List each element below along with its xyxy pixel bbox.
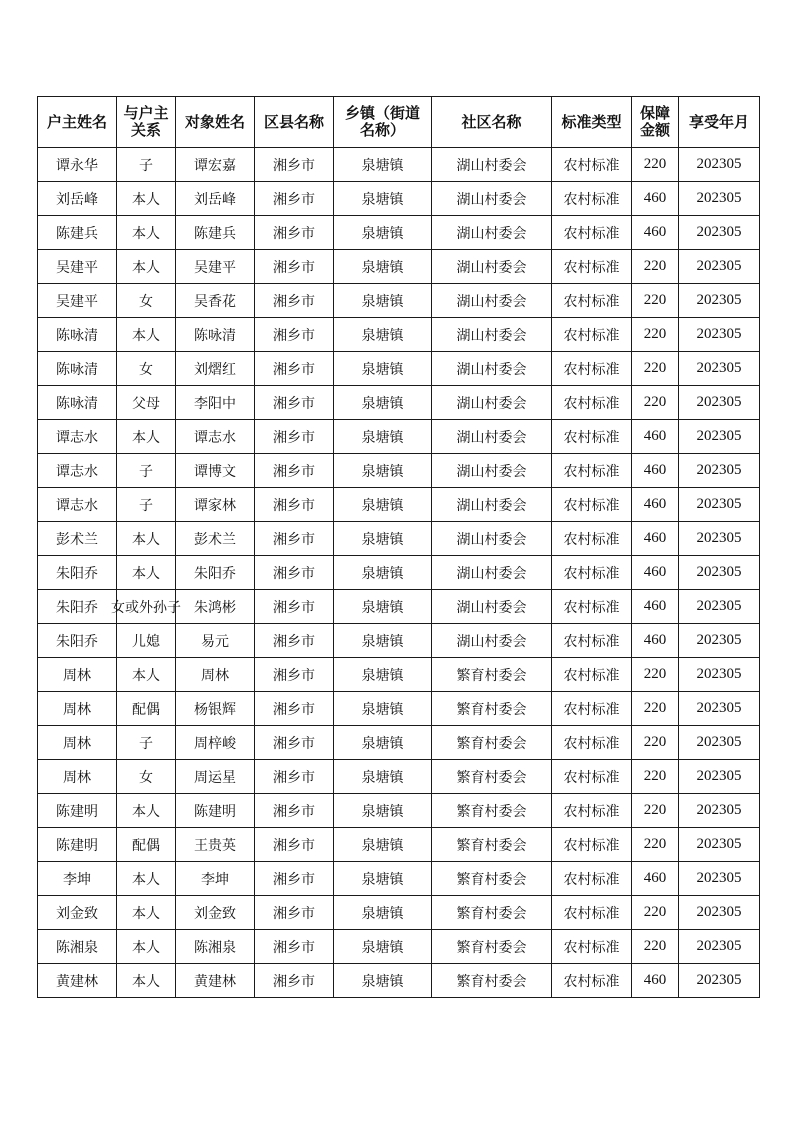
- cell-county: 湘乡市: [255, 692, 334, 726]
- cell-householder: 陈建兵: [38, 216, 117, 250]
- cell-recipient: 刘岳峰: [176, 182, 255, 216]
- cell-month: 202305: [679, 352, 760, 386]
- cell-amount: 220: [632, 148, 679, 182]
- cell-month: 202305: [679, 454, 760, 488]
- cell-householder: 陈湘泉: [38, 930, 117, 964]
- cell-amount: 460: [632, 590, 679, 624]
- cell-relation: 女: [117, 284, 176, 318]
- cell-community: 繁育村委会: [432, 896, 552, 930]
- cell-month: 202305: [679, 964, 760, 998]
- cell-amount: 460: [632, 556, 679, 590]
- cell-community: 繁育村委会: [432, 862, 552, 896]
- table-row: [38, 352, 760, 386]
- table-row: [38, 862, 760, 896]
- cell-relation: 本人: [117, 964, 176, 998]
- cell-recipient: 周梓峻: [176, 726, 255, 760]
- cell-month: 202305: [679, 590, 760, 624]
- column-header-label: 户主姓名: [46, 112, 107, 131]
- column-header-label: 与户主: [123, 104, 169, 122]
- cell-recipient: 李阳中: [176, 386, 255, 420]
- cell-householder: 周林: [38, 692, 117, 726]
- cell-county: 湘乡市: [255, 182, 334, 216]
- table-row: [38, 182, 760, 216]
- table-row: [38, 284, 760, 318]
- cell-month: 202305: [679, 148, 760, 182]
- cell-county: 湘乡市: [255, 284, 334, 318]
- column-header-label: 社区名称: [461, 112, 522, 131]
- cell-month: 202305: [679, 522, 760, 556]
- cell-town: 泉塘镇: [334, 930, 432, 964]
- cell-county: 湘乡市: [255, 590, 334, 624]
- cell-standard: 农村标准: [552, 556, 632, 590]
- cell-month: 202305: [679, 386, 760, 420]
- cell-county: 湘乡市: [255, 896, 334, 930]
- cell-standard: 农村标准: [552, 386, 632, 420]
- cell-relation: 配偶: [117, 828, 176, 862]
- cell-town: 泉塘镇: [334, 386, 432, 420]
- cell-recipient: 谭博文: [176, 454, 255, 488]
- column-header-label: 乡镇（街道: [344, 104, 420, 122]
- table-row: [38, 216, 760, 250]
- table-row: [38, 250, 760, 284]
- cell-householder: 黄建林: [38, 964, 117, 998]
- cell-relation: 本人: [117, 658, 176, 692]
- cell-month: 202305: [679, 318, 760, 352]
- cell-recipient: 吴香花: [176, 284, 255, 318]
- cell-amount: 220: [632, 794, 679, 828]
- table-row: [38, 590, 760, 624]
- cell-community: 湖山村委会: [432, 352, 552, 386]
- cell-community: 繁育村委会: [432, 828, 552, 862]
- cell-householder: 谭志水: [38, 454, 117, 488]
- cell-month: 202305: [679, 420, 760, 454]
- cell-town: 泉塘镇: [334, 794, 432, 828]
- table-row: [38, 148, 760, 182]
- cell-relation: 本人: [117, 420, 176, 454]
- cell-month: 202305: [679, 726, 760, 760]
- cell-householder: 刘岳峰: [38, 182, 117, 216]
- cell-community: 湖山村委会: [432, 148, 552, 182]
- cell-county: 湘乡市: [255, 556, 334, 590]
- cell-standard: 农村标准: [552, 964, 632, 998]
- column-header-label: 对象姓名: [184, 112, 245, 131]
- column-header-town: [334, 97, 432, 148]
- cell-amount: 220: [632, 828, 679, 862]
- cell-amount: 460: [632, 182, 679, 216]
- cell-county: 湘乡市: [255, 488, 334, 522]
- cell-relation: 儿媳: [117, 624, 176, 658]
- assistance-table: [37, 96, 760, 998]
- cell-community: 繁育村委会: [432, 794, 552, 828]
- table-row: [38, 556, 760, 590]
- cell-householder: 陈咏清: [38, 352, 117, 386]
- cell-householder: 陈咏清: [38, 318, 117, 352]
- cell-community: 繁育村委会: [432, 692, 552, 726]
- cell-recipient: 刘熠红: [176, 352, 255, 386]
- cell-standard: 农村标准: [552, 488, 632, 522]
- cell-relation: 子: [117, 726, 176, 760]
- cell-town: 泉塘镇: [334, 964, 432, 998]
- cell-recipient: 周林: [176, 658, 255, 692]
- column-header-label: 保障: [639, 104, 670, 122]
- column-header-householder: [38, 97, 117, 148]
- cell-householder: 刘金致: [38, 896, 117, 930]
- cell-community: 湖山村委会: [432, 182, 552, 216]
- table-row: [38, 692, 760, 726]
- cell-community: 湖山村委会: [432, 590, 552, 624]
- cell-amount: 220: [632, 896, 679, 930]
- cell-householder: 朱阳乔: [38, 624, 117, 658]
- cell-town: 泉塘镇: [334, 556, 432, 590]
- table-row: [38, 658, 760, 692]
- cell-householder: 李坤: [38, 862, 117, 896]
- cell-standard: 农村标准: [552, 352, 632, 386]
- table-row: [38, 624, 760, 658]
- cell-town: 泉塘镇: [334, 182, 432, 216]
- cell-relation: 本人: [117, 522, 176, 556]
- cell-relation: 本人: [117, 318, 176, 352]
- cell-amount: 460: [632, 488, 679, 522]
- cell-community: 湖山村委会: [432, 250, 552, 284]
- table-row: [38, 726, 760, 760]
- cell-relation: 本人: [117, 896, 176, 930]
- cell-relation: 本人: [117, 794, 176, 828]
- cell-relation: 子: [117, 148, 176, 182]
- cell-amount: 460: [632, 862, 679, 896]
- table-row: [38, 522, 760, 556]
- cell-recipient: 杨银辉: [176, 692, 255, 726]
- cell-amount: 220: [632, 386, 679, 420]
- table-row: [38, 318, 760, 352]
- cell-town: 泉塘镇: [334, 624, 432, 658]
- cell-householder: 陈咏清: [38, 386, 117, 420]
- cell-standard: 农村标准: [552, 182, 632, 216]
- cell-recipient: 易元: [176, 624, 255, 658]
- cell-county: 湘乡市: [255, 964, 334, 998]
- cell-month: 202305: [679, 930, 760, 964]
- cell-town: 泉塘镇: [334, 522, 432, 556]
- cell-relation: 本人: [117, 930, 176, 964]
- cell-relation: 本人: [117, 216, 176, 250]
- cell-county: 湘乡市: [255, 250, 334, 284]
- cell-county: 湘乡市: [255, 420, 334, 454]
- cell-householder: 周林: [38, 760, 117, 794]
- cell-county: 湘乡市: [255, 522, 334, 556]
- cell-month: 202305: [679, 828, 760, 862]
- cell-month: 202305: [679, 692, 760, 726]
- cell-standard: 农村标准: [552, 284, 632, 318]
- cell-amount: 220: [632, 692, 679, 726]
- cell-county: 湘乡市: [255, 386, 334, 420]
- cell-householder: 谭志水: [38, 420, 117, 454]
- cell-relation: 子: [117, 488, 176, 522]
- cell-standard: 农村标准: [552, 624, 632, 658]
- cell-county: 湘乡市: [255, 148, 334, 182]
- cell-recipient: 黄建林: [176, 964, 255, 998]
- table-row: [38, 420, 760, 454]
- cell-householder: 谭志水: [38, 488, 117, 522]
- cell-town: 泉塘镇: [334, 318, 432, 352]
- cell-relation: 本人: [117, 250, 176, 284]
- cell-relation: 本人: [117, 556, 176, 590]
- cell-town: 泉塘镇: [334, 284, 432, 318]
- cell-county: 湘乡市: [255, 454, 334, 488]
- cell-recipient: 陈建兵: [176, 216, 255, 250]
- cell-town: 泉塘镇: [334, 488, 432, 522]
- cell-county: 湘乡市: [255, 794, 334, 828]
- cell-standard: 农村标准: [552, 760, 632, 794]
- cell-community: 湖山村委会: [432, 624, 552, 658]
- cell-county: 湘乡市: [255, 658, 334, 692]
- cell-recipient: 李坤: [176, 862, 255, 896]
- cell-amount: 460: [632, 454, 679, 488]
- cell-householder: 朱阳乔: [38, 556, 117, 590]
- column-header-amount: [632, 97, 679, 148]
- cell-town: 泉塘镇: [334, 692, 432, 726]
- cell-standard: 农村标准: [552, 250, 632, 284]
- column-header-label: 名称）: [359, 121, 405, 139]
- cell-householder: 谭永华: [38, 148, 117, 182]
- cell-town: 泉塘镇: [334, 420, 432, 454]
- cell-amount: 460: [632, 964, 679, 998]
- table-row: [38, 760, 760, 794]
- cell-town: 泉塘镇: [334, 862, 432, 896]
- cell-relation: 女: [117, 760, 176, 794]
- cell-community: 湖山村委会: [432, 216, 552, 250]
- column-header-label: 享受年月: [688, 112, 749, 131]
- cell-month: 202305: [679, 284, 760, 318]
- column-header-relation: [117, 97, 176, 148]
- column-header-label: 区县名称: [263, 112, 324, 131]
- cell-month: 202305: [679, 624, 760, 658]
- cell-amount: 460: [632, 216, 679, 250]
- cell-standard: 农村标准: [552, 828, 632, 862]
- cell-community: 湖山村委会: [432, 420, 552, 454]
- cell-community: 湖山村委会: [432, 318, 552, 352]
- cell-householder: 吴建平: [38, 284, 117, 318]
- cell-standard: 农村标准: [552, 454, 632, 488]
- cell-recipient: 陈建明: [176, 794, 255, 828]
- cell-recipient: 王贵英: [176, 828, 255, 862]
- cell-county: 湘乡市: [255, 216, 334, 250]
- cell-amount: 460: [632, 420, 679, 454]
- cell-amount: 220: [632, 760, 679, 794]
- cell-relation: 子: [117, 454, 176, 488]
- cell-recipient: 吴建平: [176, 250, 255, 284]
- cell-standard: 农村标准: [552, 216, 632, 250]
- cell-relation: 配偶: [117, 692, 176, 726]
- cell-recipient: 刘金致: [176, 896, 255, 930]
- cell-recipient: 朱鸿彬: [176, 590, 255, 624]
- table-header: [38, 97, 760, 148]
- cell-town: 泉塘镇: [334, 590, 432, 624]
- cell-county: 湘乡市: [255, 726, 334, 760]
- cell-householder: 彭术兰: [38, 522, 117, 556]
- cell-amount: 220: [632, 318, 679, 352]
- cell-standard: 农村标准: [552, 658, 632, 692]
- table-row: [38, 896, 760, 930]
- cell-standard: 农村标准: [552, 420, 632, 454]
- cell-standard: 农村标准: [552, 896, 632, 930]
- cell-recipient: 朱阳乔: [176, 556, 255, 590]
- cell-month: 202305: [679, 182, 760, 216]
- column-header-label: 关系: [130, 121, 161, 139]
- column-header-recipient: [176, 97, 255, 148]
- cell-community: 繁育村委会: [432, 658, 552, 692]
- cell-town: 泉塘镇: [334, 352, 432, 386]
- cell-month: 202305: [679, 794, 760, 828]
- cell-month: 202305: [679, 250, 760, 284]
- cell-town: 泉塘镇: [334, 148, 432, 182]
- cell-amount: 460: [632, 624, 679, 658]
- cell-recipient: 周运星: [176, 760, 255, 794]
- column-header-label: 标准类型: [561, 112, 622, 131]
- cell-householder: 周林: [38, 726, 117, 760]
- cell-householder: 陈建明: [38, 828, 117, 862]
- cell-standard: 农村标准: [552, 590, 632, 624]
- cell-month: 202305: [679, 488, 760, 522]
- cell-community: 繁育村委会: [432, 726, 552, 760]
- cell-county: 湘乡市: [255, 624, 334, 658]
- cell-community: 湖山村委会: [432, 454, 552, 488]
- cell-town: 泉塘镇: [334, 896, 432, 930]
- cell-community: 繁育村委会: [432, 930, 552, 964]
- cell-recipient: 陈咏清: [176, 318, 255, 352]
- cell-month: 202305: [679, 556, 760, 590]
- table-row: [38, 964, 760, 998]
- cell-standard: 农村标准: [552, 726, 632, 760]
- cell-town: 泉塘镇: [334, 726, 432, 760]
- cell-county: 湘乡市: [255, 318, 334, 352]
- cell-householder: 周林: [38, 658, 117, 692]
- cell-amount: 220: [632, 658, 679, 692]
- cell-recipient: 谭志水: [176, 420, 255, 454]
- cell-amount: 220: [632, 930, 679, 964]
- cell-recipient: 谭家林: [176, 488, 255, 522]
- table-row: [38, 794, 760, 828]
- cell-relation: 本人: [117, 862, 176, 896]
- cell-town: 泉塘镇: [334, 828, 432, 862]
- column-header-label: 金额: [639, 121, 670, 139]
- cell-county: 湘乡市: [255, 828, 334, 862]
- cell-community: 湖山村委会: [432, 556, 552, 590]
- table-row: [38, 488, 760, 522]
- column-header-county: [255, 97, 334, 148]
- cell-amount: 460: [632, 522, 679, 556]
- cell-town: 泉塘镇: [334, 658, 432, 692]
- cell-community: 繁育村委会: [432, 760, 552, 794]
- cell-standard: 农村标准: [552, 862, 632, 896]
- cell-town: 泉塘镇: [334, 454, 432, 488]
- column-header-month: [679, 97, 760, 148]
- cell-county: 湘乡市: [255, 352, 334, 386]
- cell-standard: 农村标准: [552, 522, 632, 556]
- cell-community: 湖山村委会: [432, 488, 552, 522]
- cell-relation: 父母: [117, 386, 176, 420]
- cell-relation: [111, 590, 181, 624]
- cell-relation: 女: [117, 352, 176, 386]
- column-header-standard: [552, 97, 632, 148]
- cell-month: 202305: [679, 862, 760, 896]
- column-header-community: [432, 97, 552, 148]
- cell-month: 202305: [679, 216, 760, 250]
- cell-householder: 吴建平: [38, 250, 117, 284]
- cell-standard: 农村标准: [552, 692, 632, 726]
- cell-community: 湖山村委会: [432, 386, 552, 420]
- cell-amount: 220: [632, 250, 679, 284]
- cell-community: 湖山村委会: [432, 522, 552, 556]
- cell-recipient: 陈湘泉: [176, 930, 255, 964]
- cell-community: 繁育村委会: [432, 964, 552, 998]
- cell-standard: 农村标准: [552, 148, 632, 182]
- cell-town: 泉塘镇: [334, 250, 432, 284]
- cell-recipient: 彭术兰: [176, 522, 255, 556]
- cell-amount: 220: [632, 352, 679, 386]
- cell-town: 泉塘镇: [334, 760, 432, 794]
- cell-standard: 农村标准: [552, 318, 632, 352]
- cell-month: 202305: [679, 658, 760, 692]
- header-row: [38, 97, 760, 148]
- cell-county: 湘乡市: [255, 862, 334, 896]
- cell-householder: 朱阳乔: [38, 590, 117, 624]
- clipped-text: 女或外孙子: [111, 599, 181, 616]
- table-row: [38, 828, 760, 862]
- cell-month: 202305: [679, 760, 760, 794]
- cell-recipient: 谭宏嘉: [176, 148, 255, 182]
- table-row: [38, 454, 760, 488]
- cell-county: 湘乡市: [255, 930, 334, 964]
- assistance-table-sheet: [37, 96, 760, 998]
- cell-householder: 陈建明: [38, 794, 117, 828]
- cell-standard: 农村标准: [552, 794, 632, 828]
- table-row: [38, 930, 760, 964]
- cell-amount: 220: [632, 284, 679, 318]
- cell-community: 湖山村委会: [432, 284, 552, 318]
- cell-month: 202305: [679, 896, 760, 930]
- cell-county: 湘乡市: [255, 760, 334, 794]
- cell-town: 泉塘镇: [334, 216, 432, 250]
- cell-amount: 220: [632, 726, 679, 760]
- table-row: [38, 386, 760, 420]
- cell-standard: 农村标准: [552, 930, 632, 964]
- table-body: [38, 148, 760, 998]
- cell-relation: 本人: [117, 182, 176, 216]
